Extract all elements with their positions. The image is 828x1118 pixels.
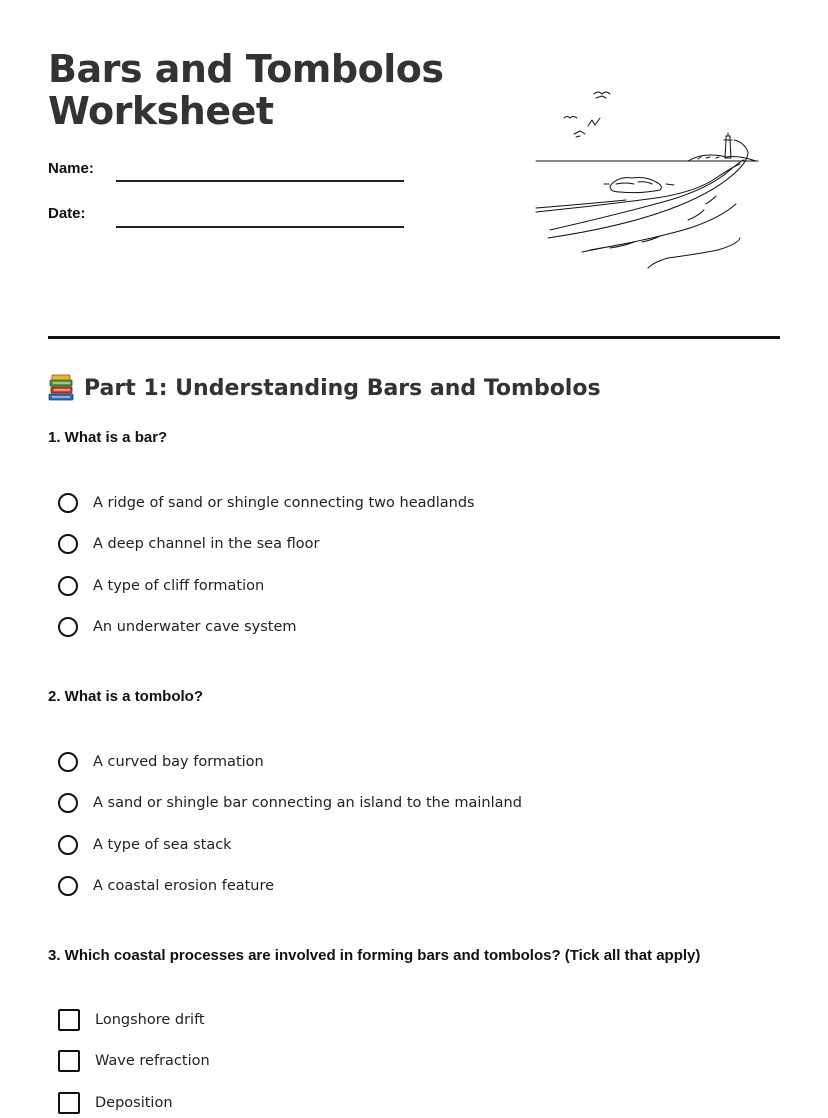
q2-option-4[interactable] [58, 873, 274, 899]
q2-option-1-label: A curved bay formation [93, 754, 264, 770]
title-line-2: Worksheet [48, 89, 274, 133]
q1-option-2-label: A deep channel in the sea floor [93, 536, 320, 552]
question-3: 3. Which coastal processes are involved in forming bars and tombolos? (Tick all that apply) [48, 947, 701, 964]
q3-option-1-label: Longshore drift [95, 1012, 205, 1028]
q1-option-2[interactable] [58, 531, 319, 557]
part-1-heading [48, 374, 601, 402]
books-icon [48, 374, 74, 402]
q3-option-1[interactable] [58, 1007, 205, 1033]
radio-button[interactable] [58, 793, 78, 813]
worksheet-title [48, 48, 443, 132]
checkbox[interactable] [58, 1092, 80, 1114]
section-divider [48, 336, 780, 339]
q2-option-1[interactable] [58, 749, 264, 775]
radio-button[interactable] [58, 617, 78, 637]
q3-option-2-label: Wave refraction [95, 1053, 210, 1069]
q1-option-1[interactable] [58, 490, 475, 516]
island-icon [604, 178, 674, 193]
q1-option-4[interactable] [58, 614, 297, 640]
radio-button[interactable] [58, 835, 78, 855]
question-1: 1. What is a bar? [48, 429, 168, 446]
title-line-1: Bars and Tombolos [48, 47, 444, 91]
q1-option-3-label: A type of cliff formation [93, 578, 265, 594]
date-field[interactable] [116, 226, 404, 228]
q1-option-1-label: A ridge of sand or shingle connecting two headlands [93, 495, 475, 511]
q3-option-3[interactable] [58, 1090, 173, 1116]
checkbox[interactable] [58, 1009, 80, 1031]
part-1-heading-text: Part 1: Understanding Bars and Tombolos [84, 375, 601, 401]
q2-option-3[interactable] [58, 832, 232, 858]
q3-option-3-label: Deposition [95, 1095, 173, 1111]
q1-option-3[interactable] [58, 573, 264, 599]
radio-button[interactable] [58, 493, 78, 513]
name-label: Name: [48, 160, 94, 177]
radio-button[interactable] [58, 576, 78, 596]
q2-option-3-label: A type of sea stack [93, 837, 232, 853]
radio-button[interactable] [58, 534, 78, 554]
name-field[interactable] [116, 180, 404, 182]
radio-button[interactable] [58, 752, 78, 772]
q3-option-2[interactable] [58, 1048, 210, 1074]
seagulls-icon [564, 92, 610, 137]
q2-option-4-label: A coastal erosion feature [93, 878, 275, 894]
radio-button[interactable] [58, 876, 78, 896]
checkbox[interactable] [58, 1050, 80, 1072]
date-label: Date: [48, 205, 86, 222]
q2-option-2[interactable] [58, 790, 522, 816]
question-2: 2. What is a tombolo? [48, 688, 204, 705]
coastline-illustration [530, 80, 762, 276]
q2-option-2-label: A sand or shingle bar connecting an island to the mainland [93, 795, 522, 811]
q1-option-4-label: An underwater cave system [93, 619, 297, 635]
